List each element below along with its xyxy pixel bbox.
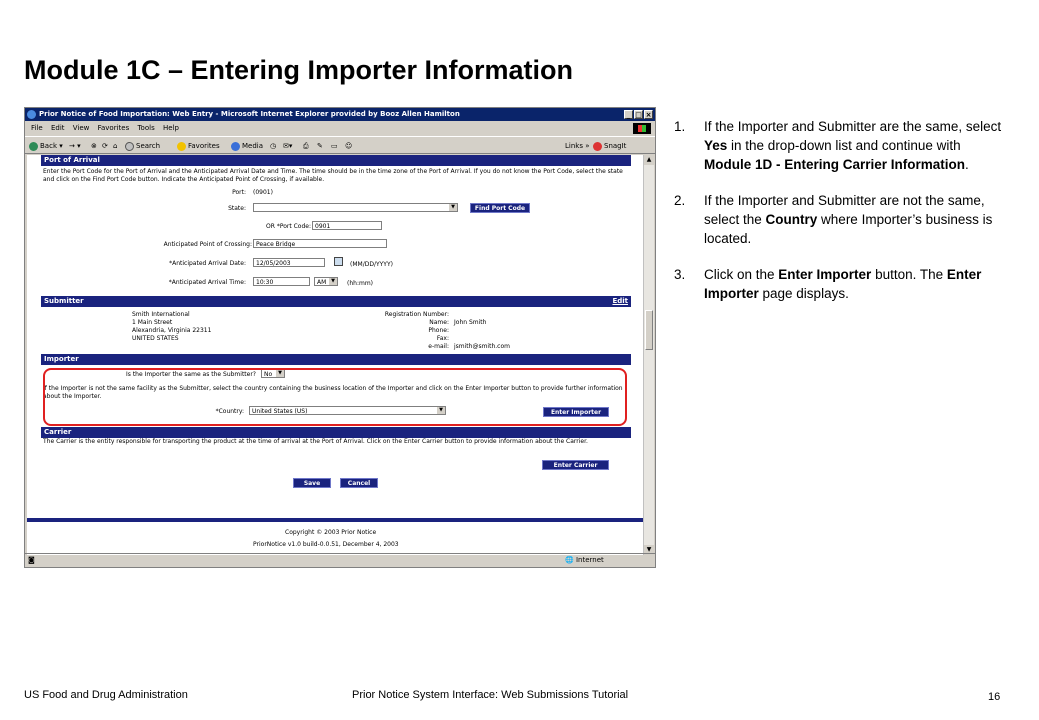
browser-toolbar [25, 136, 655, 154]
edit-icon[interactable]: ✎ [317, 142, 323, 150]
cancel-button[interactable]: Cancel [340, 478, 378, 488]
page-content [27, 155, 644, 555]
country-label: *Country: [215, 408, 244, 415]
back-arrow-icon [29, 142, 38, 151]
instruction-steps [674, 117, 1004, 320]
port-value: (0901) [253, 189, 273, 196]
windows-logo-icon [633, 123, 651, 134]
port-of-arrival-header: Port of Arrival [41, 155, 631, 166]
carrier-instructions: The Carrier is the entity responsible for transporting the product at the time of arrival at the Port of Arrival. Click on the Enter Carrier button to provide information about the Carrier. [43, 438, 588, 445]
registration-label: Registration Number: [384, 311, 449, 318]
calendar-icon[interactable] [334, 257, 343, 266]
scroll-up-icon[interactable]: ▲ [644, 155, 654, 165]
arrival-date-input[interactable]: 12/05/2003 [253, 258, 325, 267]
same-as-submitter-select[interactable]: No ▼ [261, 369, 285, 378]
menu-bar [25, 122, 655, 135]
snagit-icon [593, 142, 602, 151]
print-icon[interactable]: ⎙ [303, 142, 309, 150]
browser-window [24, 107, 656, 568]
chevron-down-icon: ▼ [276, 370, 284, 377]
internet-explorer-icon [27, 110, 36, 119]
media-button[interactable]: Media [231, 137, 263, 155]
page-status-icon: ◙ [28, 556, 35, 564]
enter-carrier-button[interactable]: Enter Carrier [542, 460, 609, 470]
scroll-down-icon[interactable]: ▼ [644, 545, 654, 555]
refresh-icon[interactable]: ⟳ [102, 142, 108, 150]
name-value: John Smith [454, 319, 487, 326]
menu-favorites[interactable]: Favorites [97, 124, 130, 132]
messenger-icon[interactable]: ☺ [345, 142, 353, 150]
state-select[interactable] [253, 203, 458, 212]
step-1: 1. If the Importer and Submitter are the same, select Yes in the drop-down list and continue with Module 1D - Entering Carrier Information. [674, 119, 1002, 172]
crossing-input[interactable]: Peace Bridge [253, 239, 387, 248]
phone-label: Phone: [428, 327, 449, 334]
arrival-date-label: *Anticipated Arrival Date: [169, 260, 246, 267]
chevron-down-icon: ▼ [329, 278, 337, 285]
step-2: 2. If the Importer and Submitter are not the same, select the Country where Importer’s business is located. [674, 193, 993, 246]
menu-view[interactable]: View [72, 124, 90, 132]
scroll-thumb[interactable] [645, 310, 653, 350]
internet-zone: 🌐 Internet [565, 556, 604, 564]
browser-titlebar [25, 108, 655, 121]
email-value: jsmith@smith.com [454, 343, 510, 350]
same-as-submitter-label: Is the Importer the same as the Submitter? [126, 371, 256, 378]
slide-title: Module 1C – Entering Importer Information [24, 55, 574, 85]
page-footer-divider [27, 518, 644, 522]
stop-icon[interactable]: ⊗ [91, 142, 97, 150]
chevron-down-icon: ▼ [449, 204, 457, 211]
save-button[interactable]: Save [293, 478, 331, 488]
importer-instructions: If the Importer is not the same facility as the Submitter, select the country containing the business location of the Importer and click on the Enter Importer button to provide further information about the Importer. [43, 385, 623, 400]
enter-importer-button[interactable]: Enter Importer [543, 407, 609, 417]
submitter-header: Submitter Edit [41, 296, 631, 307]
snagit-button[interactable]: SnagIt [593, 137, 626, 155]
forward-button[interactable]: → ▾ [69, 142, 81, 150]
port-label: Port: [232, 189, 246, 196]
maximize-button[interactable]: □ [635, 111, 642, 119]
browser-title: Prior Notice of Food Importation: Web Entry - Microsoft Internet Explorer provided by Booz Allen Hamilton [39, 110, 460, 118]
vertical-scrollbar[interactable] [643, 155, 654, 555]
find-port-code-button[interactable]: Find Port Code [470, 203, 530, 213]
search-icon [125, 142, 134, 151]
home-icon[interactable]: ⌂ [113, 142, 118, 150]
highlight-outline [43, 368, 627, 426]
name-label: Name: [429, 319, 449, 326]
discuss-icon[interactable]: ▭ [331, 142, 338, 150]
time-format-hint: (hh:mm) [347, 280, 373, 287]
back-button[interactable]: Back ▾ [29, 137, 63, 155]
carrier-header: Carrier [41, 427, 631, 438]
chevron-down-icon: ▼ [437, 407, 445, 414]
port-code-label: OR *Port Code: [266, 223, 311, 230]
media-icon [231, 142, 240, 151]
port-instructions: Enter the Port Code for the Port of Arrival and the Anticipated Arrival Date and Time. The time should be in the time zone of the Port of Arrival. If you do not know the Port Code, select the state and click on the Find Port Code button. Indicate the Anticipated Point of Crossing, if available. [43, 168, 623, 183]
importer-header: Importer [41, 354, 631, 365]
copyright-text: Copyright © 2003 Prior Notice [285, 529, 377, 536]
menu-edit[interactable]: Edit [50, 124, 65, 132]
menu-tools[interactable]: Tools [137, 124, 155, 132]
submitter-edit-link[interactable]: Edit [612, 297, 628, 305]
close-button[interactable]: × [645, 111, 652, 119]
port-code-input[interactable]: 0901 [312, 221, 382, 230]
arrival-time-label: *Anticipated Arrival Time: [168, 279, 246, 286]
history-icon[interactable]: ◷ [270, 142, 277, 150]
star-icon [177, 142, 186, 151]
date-format-hint: (MM/DD/YYYY) [350, 261, 393, 268]
favorites-button[interactable]: Favorites [177, 137, 220, 155]
links-button[interactable]: Links » [565, 142, 590, 150]
email-label: e-mail: [428, 343, 449, 350]
step-3: 3. Click on the Enter Importer button. The Enter Importer page displays. [674, 267, 982, 301]
status-bar [25, 553, 655, 567]
footer-course-title: Prior Notice System Interface: Web Submissions Tutorial [352, 689, 629, 701]
minimize-button[interactable]: _ [624, 110, 633, 119]
country-select[interactable]: United States (US) ▼ [249, 406, 446, 415]
state-label: State: [228, 205, 246, 212]
crossing-label: Anticipated Point of Crossing: [163, 241, 252, 248]
menu-help[interactable]: Help [162, 124, 179, 132]
menu-file[interactable]: File [31, 124, 43, 132]
footer-organization: US Food and Drug Administration [24, 689, 188, 701]
arrival-time-input[interactable]: 10:30 [253, 277, 310, 286]
page-number: 16 [988, 691, 1001, 703]
search-button[interactable]: Search [125, 137, 160, 155]
mail-icon[interactable]: ✉▾ [283, 142, 293, 150]
fax-label: Fax: [436, 335, 449, 342]
ampm-select[interactable]: AM ▼ [314, 277, 338, 286]
version-text: PriorNotice v1.0 build-0.0.51, December 4, 2003 [253, 541, 399, 548]
submitter-address: Smith International 1 Main Street Alexandria, Virginia 22311 UNITED STATES [132, 311, 212, 342]
